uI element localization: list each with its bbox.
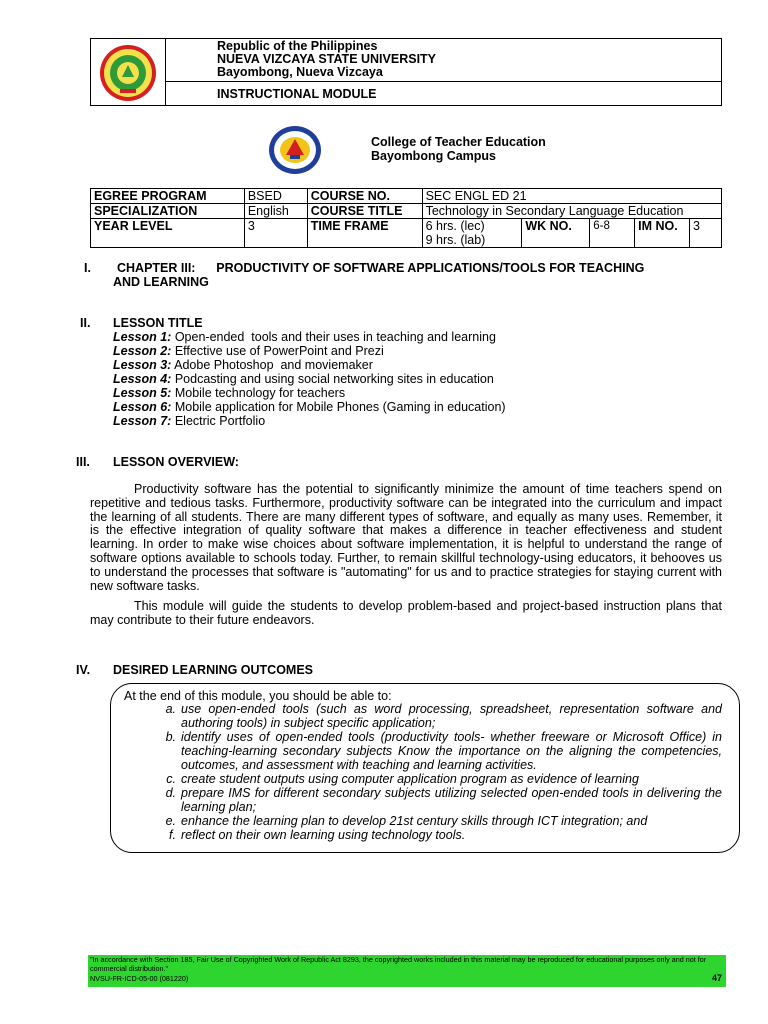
chapter-title-line1: CHAPTER III: PRODUCTIVITY OF SOFTWARE APPLICATIONS/TOOLS FOR TEACHING	[117, 261, 645, 275]
college-name: College of Teacher Education	[371, 135, 546, 149]
chapter-title-line2: AND LEARNING	[113, 275, 209, 289]
lesson-text: Electric Portfolio	[171, 414, 266, 428]
year-level-label: YEAR LEVEL	[91, 219, 245, 248]
lesson-text: Open-ended tools and their uses in teaching and learning	[171, 330, 496, 344]
lesson-title-numeral: II.	[80, 316, 91, 330]
university-logo-cell	[91, 39, 166, 105]
copyright-notice: "In accordance with Section 185, Fair Use of Copyrighted Work of Republic Act 8293, the copyrighted works included in this material may be reproduced for educational purposes only and not for commercial distribution."	[90, 955, 707, 973]
lesson-label: Lesson 5:	[113, 386, 172, 400]
list-item	[113, 372, 506, 386]
specialization-value: English	[244, 204, 307, 219]
lesson-title-heading: LESSON TITLE	[113, 316, 203, 330]
lesson-label: Lesson 1:	[113, 330, 172, 344]
outcome-letter: d.	[165, 786, 176, 800]
list-item	[113, 344, 506, 358]
college-seal-icon	[268, 125, 322, 175]
course-title-value: Technology in Secondary Language Education	[422, 204, 721, 219]
list-item	[113, 400, 506, 414]
lesson-list	[113, 330, 506, 428]
document-header	[90, 38, 722, 106]
lesson-label: Lesson 4:	[113, 372, 172, 386]
page-number: 47	[711, 973, 722, 983]
list-item	[113, 386, 506, 400]
chapter-numeral: I.	[84, 261, 91, 275]
lesson-label: Lesson 3:	[113, 358, 172, 372]
outcomes-heading: DESIRED LEARNING OUTCOMES	[113, 663, 314, 677]
time-frame-label: TIME FRAME	[307, 219, 422, 248]
lesson-text: Podcasting and using social networking sites in education	[171, 372, 494, 386]
lesson-text: Mobile technology for teachers	[171, 386, 346, 400]
university-seal-icon	[98, 43, 158, 103]
im-no-label: IM NO.	[635, 219, 690, 248]
lesson-text: Adobe Photoshop and moviemaker	[171, 358, 373, 372]
outcome-text: use open-ended tools (such as word processing, spreadsheet, representation software and authoring tools) in subject specific application;	[181, 702, 722, 730]
course-title-label: COURSE TITLE	[307, 204, 422, 219]
overview-paragraph-1: Productivity software has the potential to significantly minimize the amount of time teachers spend on repetitive and tedious tasks. Furthermore, productivity software can be integrated into the curriculum and impact the learning of all students. There are many different types of software, and equally as many uses. Remember, it is the effective integration of quality software that makes a difference in teacher effectiveness and student learning. In order to make wise choices about software implementation, it is helpful to understand the range of software options available to schools today. Further, to remain skillful technology-using educators, it behooves us to understand the processes that software is "automating" for us and to practice strategies for staying current with new software tasks.	[90, 482, 722, 593]
header-title-cell	[165, 39, 721, 82]
document-code: NVSU-FR-ICD-05-00 (081220)	[90, 974, 189, 983]
im-no-value: 3	[690, 219, 722, 248]
outcomes-numeral: IV.	[76, 663, 91, 677]
outcome-letter: c.	[166, 772, 176, 786]
table-row	[91, 219, 722, 248]
outcome-letter: a.	[165, 702, 176, 716]
lesson-label: Lesson 2:	[113, 344, 172, 358]
course-no-value: SEC ENGL ED 21	[422, 189, 721, 204]
outcome-text: prepare IMS for different secondary subjects utilizing selected open-ended tools in delivering the learning plan;	[181, 786, 722, 814]
outcome-text: create student outputs using computer application program as evidence of learning	[181, 772, 639, 786]
lesson-text: Effective use of PowerPoint and Prezi	[171, 344, 384, 358]
time-lec: 6 hrs. (lec)	[425, 219, 485, 233]
year-level-value: 3	[244, 219, 307, 248]
outcome-letter: b.	[165, 730, 176, 744]
college-campus: Bayombong Campus	[371, 149, 497, 163]
table-row	[91, 204, 722, 219]
list-item	[113, 358, 506, 372]
lesson-label: Lesson 6:	[113, 400, 172, 414]
table-row	[91, 189, 722, 204]
wk-no-value: 6-8	[590, 219, 635, 248]
module-title: INSTRUCTIONAL MODULE	[217, 87, 377, 101]
outcome-letter: f.	[169, 828, 176, 842]
list-item	[113, 414, 506, 428]
university-location: Bayombong, Nueva Vizcaya	[217, 65, 383, 79]
outcomes-box	[110, 683, 740, 853]
overview-paragraph-2: This module will guide the students to develop problem-based and project-based instruction plans that may contribute to their future endeavors.	[90, 599, 722, 627]
overview-heading: LESSON OVERVIEW:	[113, 455, 239, 469]
wk-no-label: WK NO.	[522, 219, 590, 248]
footer-notice	[88, 955, 726, 987]
degree-value: BSED	[244, 189, 307, 204]
overview-numeral: III.	[76, 455, 90, 469]
outcomes-intro: At the end of this module, you should be able to:	[124, 689, 392, 703]
outcome-text: reflect on their own learning using technology tools.	[181, 828, 466, 842]
outcome-text: identify uses of open-ended tools (productivity tools- whether freeware or Microsoft Office) in teaching-learning secondary subjects Know the importance on the aligning the competencies, outcomes, and assessment with teaching and learning activities.	[181, 730, 722, 772]
outcome-letter: e.	[165, 814, 176, 828]
degree-label: EGREE PROGRAM	[91, 189, 245, 204]
specialization-label: SPECIALIZATION	[91, 204, 245, 219]
course-info-table	[90, 188, 722, 248]
course-no-label: COURSE NO.	[307, 189, 422, 204]
republic-text: Republic of the Philippines	[217, 39, 378, 53]
university-name: NUEVA VIZCAYA STATE UNIVERSITY	[217, 52, 437, 66]
lesson-label: Lesson 7:	[113, 414, 172, 428]
time-lab: 9 hrs. (lab)	[425, 233, 486, 247]
list-item	[113, 330, 506, 344]
outcome-text: enhance the learning plan to develop 21st century skills through ICT integration; and	[181, 814, 648, 828]
lesson-text: Mobile application for Mobile Phones (Gaming in education)	[171, 400, 506, 414]
time-frame-value	[422, 219, 522, 248]
